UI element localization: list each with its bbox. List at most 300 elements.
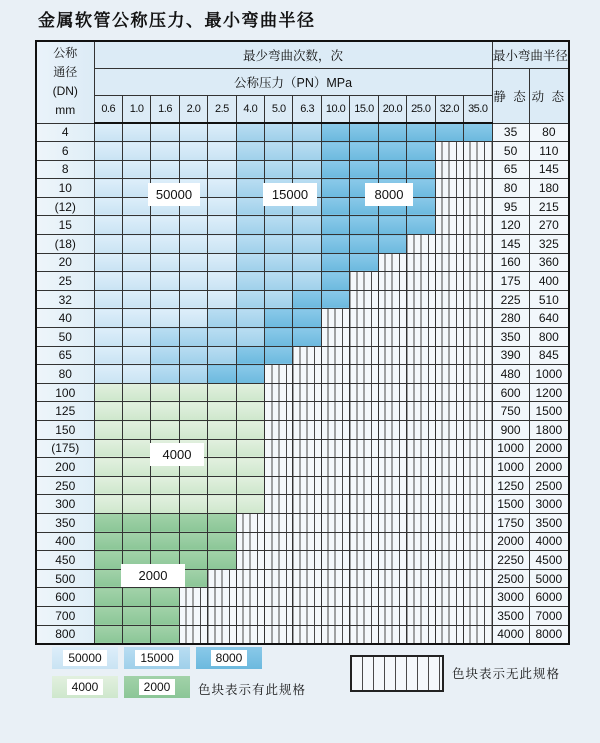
cell-no-spec	[435, 309, 463, 328]
cell-no-spec	[463, 551, 492, 570]
cell-no-spec	[293, 551, 321, 570]
cell-8000	[208, 365, 236, 384]
static-radius-cell: 2250	[492, 551, 529, 570]
cell-no-spec	[350, 532, 378, 551]
pressure-column-header: 15.0	[350, 96, 378, 124]
cell-no-spec	[265, 606, 293, 625]
cell-4000	[151, 402, 179, 421]
cell-no-spec	[321, 402, 349, 421]
cell-4000	[236, 476, 264, 495]
static-radius-cell: 2500	[492, 569, 529, 588]
cell-no-spec	[265, 569, 293, 588]
cell-no-spec	[435, 421, 463, 440]
static-radius-cell: 1000	[492, 439, 529, 458]
cell-4000	[151, 421, 179, 440]
cell-no-spec	[350, 588, 378, 607]
cell-15000	[293, 253, 321, 272]
cell-no-spec	[463, 272, 492, 291]
cell-no-spec	[378, 625, 406, 644]
pressure-column-header: 1.0	[122, 96, 150, 124]
pressure-column-header: 2.5	[208, 96, 236, 124]
dn-header-line: 公称	[53, 45, 78, 60]
region-label-4000: 4000	[151, 444, 203, 465]
table-row-dn-20	[36, 253, 569, 272]
dn-header-line: (DN)	[52, 84, 78, 99]
dn-header-line: mm	[55, 103, 76, 118]
cell-15000	[293, 272, 321, 291]
cell-no-spec	[350, 606, 378, 625]
cell-no-spec	[293, 383, 321, 402]
cell-15000	[236, 253, 264, 272]
pressure-column-header: 2.0	[179, 96, 207, 124]
spec-table-wrap	[35, 40, 570, 645]
cell-no-spec	[293, 569, 321, 588]
cell-no-spec	[321, 346, 349, 365]
dynamic-radius-cell: 1000	[529, 365, 569, 384]
cell-15000	[236, 142, 264, 161]
cell-no-spec	[407, 532, 435, 551]
cell-no-spec	[407, 309, 435, 328]
cell-no-spec	[463, 588, 492, 607]
cell-15000	[293, 160, 321, 179]
cell-no-spec	[463, 569, 492, 588]
cell-8000	[350, 123, 378, 142]
cell-no-spec	[179, 588, 207, 607]
cell-no-spec	[407, 235, 435, 254]
cell-no-spec	[435, 365, 463, 384]
dn-cell: 500	[36, 569, 94, 588]
cell-no-spec	[435, 458, 463, 477]
cell-8000	[321, 235, 349, 254]
dynamic-radius-cell: 270	[529, 216, 569, 235]
pressure-column-header: 32.0	[435, 96, 463, 124]
cell-no-spec	[378, 495, 406, 514]
dn-cell: 50	[36, 328, 94, 347]
cell-no-spec	[435, 216, 463, 235]
cell-4000	[94, 439, 122, 458]
cell-8000	[378, 142, 406, 161]
dynamic-radius-cell: 325	[529, 235, 569, 254]
cell-no-spec	[321, 309, 349, 328]
cell-no-spec	[293, 439, 321, 458]
cell-no-spec	[293, 346, 321, 365]
cell-no-spec	[321, 383, 349, 402]
cell-no-spec	[463, 142, 492, 161]
dn-cell: 800	[36, 625, 94, 644]
cell-50000	[94, 290, 122, 309]
cell-no-spec	[407, 272, 435, 291]
cell-8000	[350, 160, 378, 179]
bend-cycles-header: 最少弯曲次数，次	[94, 41, 492, 69]
table-row-dn-65	[36, 346, 569, 365]
pressure-column-header: 25.0	[407, 96, 435, 124]
dn-cell: 40	[36, 309, 94, 328]
cell-no-spec	[407, 253, 435, 272]
cell-no-spec	[435, 197, 463, 216]
cell-no-spec	[378, 569, 406, 588]
cell-4000	[122, 402, 150, 421]
static-radius-cell: 1250	[492, 476, 529, 495]
cell-no-spec	[378, 476, 406, 495]
dynamic-radius-cell: 180	[529, 179, 569, 198]
static-radius-cell: 35	[492, 123, 529, 142]
cell-no-spec	[378, 346, 406, 365]
cell-no-spec	[350, 346, 378, 365]
cell-2000	[179, 532, 207, 551]
cell-no-spec	[407, 569, 435, 588]
table-row-dn-175	[36, 439, 569, 458]
legend-label-50000: 50000	[63, 650, 106, 666]
cell-no-spec	[378, 253, 406, 272]
cell-no-spec	[321, 606, 349, 625]
cell-2000	[151, 625, 179, 644]
cell-no-spec	[321, 421, 349, 440]
cell-15000	[293, 216, 321, 235]
cell-8000	[265, 328, 293, 347]
cell-50000	[122, 272, 150, 291]
cell-no-spec	[463, 383, 492, 402]
cell-50000	[208, 179, 236, 198]
cell-15000	[236, 272, 264, 291]
dn-cell: 100	[36, 383, 94, 402]
cell-no-spec	[236, 513, 264, 532]
static-radius-cell: 4000	[492, 625, 529, 644]
cell-2000	[94, 513, 122, 532]
cell-15000	[151, 365, 179, 384]
cell-8000	[321, 123, 349, 142]
cell-no-spec	[265, 532, 293, 551]
static-radius-cell: 2000	[492, 532, 529, 551]
cell-no-spec	[293, 476, 321, 495]
cell-no-spec	[293, 365, 321, 384]
cell-4000	[179, 476, 207, 495]
cell-no-spec	[407, 290, 435, 309]
legend-has-spec-text: 色块表示有此规格	[198, 683, 307, 697]
cell-4000	[122, 495, 150, 514]
cell-15000	[151, 328, 179, 347]
cell-15000	[265, 290, 293, 309]
static-radius-cell: 480	[492, 365, 529, 384]
cell-4000	[151, 476, 179, 495]
cell-no-spec	[435, 328, 463, 347]
cell-no-spec	[350, 439, 378, 458]
cell-no-spec	[378, 421, 406, 440]
table-row-dn-8	[36, 160, 569, 179]
table-row-dn-50	[36, 328, 569, 347]
cell-no-spec	[378, 309, 406, 328]
cell-50000	[94, 179, 122, 198]
cell-no-spec	[350, 551, 378, 570]
cell-no-spec	[350, 625, 378, 644]
dynamic-radius-cell: 640	[529, 309, 569, 328]
table-row-dn-18	[36, 235, 569, 254]
dn-cell: 600	[36, 588, 94, 607]
cell-no-spec	[463, 476, 492, 495]
cell-50000	[179, 123, 207, 142]
cell-no-spec	[463, 235, 492, 254]
cell-no-spec	[435, 383, 463, 402]
table-row-dn-4	[36, 123, 569, 142]
cell-50000	[208, 216, 236, 235]
cell-no-spec	[321, 569, 349, 588]
cell-50000	[94, 123, 122, 142]
cell-no-spec	[321, 439, 349, 458]
cell-no-spec	[378, 551, 406, 570]
cell-2000	[208, 551, 236, 570]
static-radius-cell: 390	[492, 346, 529, 365]
cell-no-spec	[407, 513, 435, 532]
dynamic-radius-cell: 800	[529, 328, 569, 347]
dn-cell: 250	[36, 476, 94, 495]
cell-no-spec	[378, 439, 406, 458]
cell-8000	[321, 216, 349, 235]
cell-15000	[265, 123, 293, 142]
table-row-dn-450	[36, 551, 569, 570]
cell-8000	[407, 123, 435, 142]
cell-no-spec	[208, 588, 236, 607]
cell-8000	[321, 197, 349, 216]
page-title: 金属软管公称压力、最小弯曲半径	[38, 11, 316, 31]
cell-8000	[321, 160, 349, 179]
dynamic-radius-cell: 1200	[529, 383, 569, 402]
dn-cell: 15	[36, 216, 94, 235]
legend-no-spec-text: 色块表示无此规格	[452, 667, 561, 681]
cell-no-spec	[378, 328, 406, 347]
table-row-dn-40	[36, 309, 569, 328]
cell-8000	[293, 328, 321, 347]
cell-50000	[94, 235, 122, 254]
dn-column-header	[36, 41, 94, 123]
cell-8000	[435, 123, 463, 142]
dynamic-radius-cell: 80	[529, 123, 569, 142]
cell-15000	[179, 328, 207, 347]
cell-no-spec	[463, 253, 492, 272]
cell-15000	[236, 216, 264, 235]
cell-no-spec	[435, 160, 463, 179]
dn-cell: (18)	[36, 235, 94, 254]
cell-no-spec	[350, 309, 378, 328]
cell-2000	[122, 625, 150, 644]
cell-no-spec	[350, 290, 378, 309]
cell-no-spec	[350, 402, 378, 421]
cell-4000	[208, 383, 236, 402]
cell-8000	[265, 309, 293, 328]
cell-no-spec	[265, 402, 293, 421]
cell-50000	[151, 216, 179, 235]
cell-4000	[208, 421, 236, 440]
cell-no-spec	[463, 513, 492, 532]
cell-50000	[122, 328, 150, 347]
table-row-dn-300	[36, 495, 569, 514]
cell-no-spec	[378, 272, 406, 291]
dn-cell: 300	[36, 495, 94, 514]
pressure-values-row	[36, 96, 569, 124]
cell-4000	[122, 439, 150, 458]
cell-no-spec	[378, 383, 406, 402]
cell-50000	[208, 290, 236, 309]
cell-50000	[94, 142, 122, 161]
cell-50000	[179, 272, 207, 291]
cell-no-spec	[435, 513, 463, 532]
cell-8000	[293, 290, 321, 309]
cell-50000	[179, 235, 207, 254]
cell-50000	[122, 216, 150, 235]
pressure-column-header: 4.0	[236, 96, 264, 124]
bend-radius-header: 最小弯曲半径	[492, 41, 569, 69]
cell-15000	[236, 123, 264, 142]
table-row-dn-700	[36, 606, 569, 625]
cell-no-spec	[208, 569, 236, 588]
static-radius-cell: 95	[492, 197, 529, 216]
cell-no-spec	[350, 569, 378, 588]
region-label-8000: 8000	[366, 184, 412, 205]
cell-no-spec	[378, 365, 406, 384]
cell-no-spec	[350, 421, 378, 440]
cell-50000	[179, 216, 207, 235]
dynamic-radius-cell: 4500	[529, 551, 569, 570]
cell-no-spec	[463, 606, 492, 625]
cell-no-spec	[407, 551, 435, 570]
cell-no-spec	[350, 328, 378, 347]
region-label-15000: 15000	[264, 184, 316, 205]
cell-2000	[122, 588, 150, 607]
legend	[0, 645, 600, 720]
cell-50000	[179, 309, 207, 328]
legend-swatch-50000	[52, 647, 118, 669]
dynamic-radius-cell: 4000	[529, 532, 569, 551]
cell-no-spec	[463, 216, 492, 235]
static-radius-cell: 225	[492, 290, 529, 309]
cell-4000	[94, 402, 122, 421]
legend-swatch-4000	[52, 676, 118, 698]
dn-cell: 10	[36, 179, 94, 198]
cell-no-spec	[265, 421, 293, 440]
pressure-column-header: 5.0	[265, 96, 293, 124]
cell-2000	[151, 532, 179, 551]
cell-no-spec	[350, 383, 378, 402]
cell-15000	[236, 197, 264, 216]
dn-cell: 20	[36, 253, 94, 272]
dn-cell: 65	[36, 346, 94, 365]
cell-50000	[208, 123, 236, 142]
dn-cell: 200	[36, 458, 94, 477]
cell-no-spec	[407, 328, 435, 347]
cell-50000	[151, 253, 179, 272]
cell-no-spec	[350, 365, 378, 384]
cell-no-spec	[378, 290, 406, 309]
cell-no-spec	[265, 383, 293, 402]
cell-50000	[94, 160, 122, 179]
cell-4000	[208, 439, 236, 458]
cell-no-spec	[463, 402, 492, 421]
dn-cell: 150	[36, 421, 94, 440]
table-row-dn-32	[36, 290, 569, 309]
cell-no-spec	[435, 606, 463, 625]
cell-no-spec	[463, 365, 492, 384]
cell-no-spec	[435, 532, 463, 551]
cell-8000	[378, 235, 406, 254]
dynamic-radius-cell: 215	[529, 197, 569, 216]
cell-2000	[208, 532, 236, 551]
table-row-dn-100	[36, 383, 569, 402]
static-radius-cell: 750	[492, 402, 529, 421]
cell-4000	[94, 458, 122, 477]
static-radius-cell: 65	[492, 160, 529, 179]
cell-no-spec	[265, 625, 293, 644]
legend-label-15000: 15000	[135, 650, 178, 666]
cell-8000	[236, 365, 264, 384]
dynamic-radius-cell: 5000	[529, 569, 569, 588]
header-row-1	[36, 41, 569, 69]
cell-no-spec	[321, 625, 349, 644]
cell-15000	[265, 216, 293, 235]
cell-8000	[293, 309, 321, 328]
pressure-column-header: 35.0	[463, 96, 492, 124]
table-header	[36, 41, 569, 123]
cell-2000	[208, 513, 236, 532]
cell-no-spec	[378, 532, 406, 551]
cell-50000	[94, 346, 122, 365]
cell-no-spec	[435, 495, 463, 514]
cell-50000	[151, 142, 179, 161]
cell-15000	[265, 253, 293, 272]
cell-no-spec	[463, 532, 492, 551]
table-row-dn-500	[36, 569, 569, 588]
cell-no-spec	[350, 272, 378, 291]
cell-50000	[122, 179, 150, 198]
cell-50000	[151, 272, 179, 291]
cell-no-spec	[407, 625, 435, 644]
cell-2000	[151, 606, 179, 625]
cell-no-spec	[378, 606, 406, 625]
cell-no-spec	[350, 476, 378, 495]
cell-50000	[122, 365, 150, 384]
cell-no-spec	[208, 606, 236, 625]
dynamic-radius-cell: 845	[529, 346, 569, 365]
cell-4000	[122, 383, 150, 402]
cell-15000	[208, 309, 236, 328]
table-row-dn-15	[36, 216, 569, 235]
cell-50000	[151, 123, 179, 142]
cell-8000	[236, 346, 264, 365]
spec-table	[35, 40, 570, 645]
cell-4000	[208, 458, 236, 477]
cell-no-spec	[435, 235, 463, 254]
cell-no-spec	[407, 346, 435, 365]
table-row-dn-250	[36, 476, 569, 495]
cell-no-spec	[293, 421, 321, 440]
cell-no-spec	[407, 606, 435, 625]
cell-no-spec	[293, 458, 321, 477]
cell-8000	[407, 216, 435, 235]
table-row-dn-600	[36, 588, 569, 607]
cell-no-spec	[236, 625, 264, 644]
cell-4000	[179, 402, 207, 421]
cell-no-spec	[321, 588, 349, 607]
cell-2000	[151, 588, 179, 607]
dynamic-radius-cell: 2000	[529, 439, 569, 458]
cell-no-spec	[463, 328, 492, 347]
cell-8000	[407, 160, 435, 179]
dn-cell: 450	[36, 551, 94, 570]
dynamic-radius-cell: 145	[529, 160, 569, 179]
cell-no-spec	[463, 179, 492, 198]
cell-no-spec	[265, 513, 293, 532]
cell-8000	[350, 235, 378, 254]
cell-50000	[94, 197, 122, 216]
dynamic-radius-cell: 2000	[529, 458, 569, 477]
cell-no-spec	[463, 160, 492, 179]
